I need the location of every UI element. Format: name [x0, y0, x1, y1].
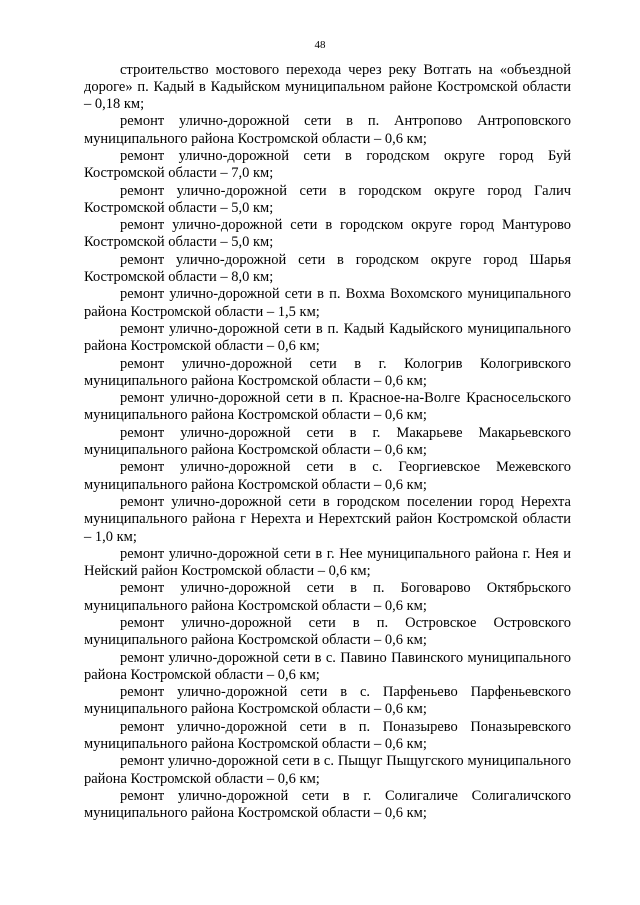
paragraph-galich: ремонт улично-дорожной сети в городском округе город Галич Костромской области – 5,0 км;	[84, 182, 571, 216]
paragraph-antropovo: ремонт улично-дорожной сети в п. Антропово Антроповского муниципального района Костромской области – 0,6 км;	[84, 113, 571, 147]
body-text	[84, 62, 571, 823]
paragraph-manturovo: ремонт улично-дорожной сети в городском округе город Мантурово Костромской области – 5,0 км;	[84, 217, 571, 251]
paragraph-bui: ремонт улично-дорожной сети в городском округе город Буй Костромской области – 7,0 км;	[84, 147, 571, 182]
paragraph-sharya: ремонт улично-дорожной сети в городском округе город Шарья Костромской области – 8,0 км;	[84, 251, 571, 286]
page-number: 48	[314, 39, 326, 51]
paragraph-nerekhta: ремонт улично-дорожной сети в городском поселении город Нерехта муниципального района г Нерехта и Нерехтский район Костромской области – 1,0 км;	[84, 493, 571, 545]
paragraph-pyshchug: ремонт улично-дорожной сети в с. Пыщуг Пыщугского муниципального района Костромской области – 0,6 км;	[84, 753, 571, 787]
paragraph-bogovarovo: ремонт улично-дорожной сети в п. Боговарово Октябрьского муниципального района Костромской области – 0,6 км;	[84, 580, 571, 614]
paragraph-soligalich: ремонт улично-дорожной сети в г. Солигаличе Солигаличского муниципального района Костромской области – 0,6 км;	[84, 787, 571, 822]
paragraph-krasnoe-na-volge: ремонт улично-дорожной сети в п. Красное-на-Волге Красносельского муниципального района Костромской области – 0,6 км;	[84, 390, 571, 424]
paragraph-parfenyevo: ремонт улично-дорожной сети в с. Парфеньево Парфеньевского муниципального района Костромской области – 0,6 км;	[84, 684, 571, 718]
paragraph-kologriv: ремонт улично-дорожной сети в г. Кологрив Кологривского муниципального района Костромской области – 0,6 км;	[84, 355, 571, 389]
paragraph-georgievskoe: ремонт улично-дорожной сети в с. Георгиевское Межевского муниципального района Костромской области – 0,6 км;	[84, 459, 571, 493]
paragraph-bridge-kadyi: строительство мостового перехода через реку Вотгать на «объездной дороге» п. Кадый в Кадыйском муниципальном районе Костромской области – 0,18 км;	[84, 61, 571, 113]
paragraph-makaryev: ремонт улично-дорожной сети в г. Макарьеве Макарьевского муниципального района Костромской области – 0,6 км;	[84, 424, 571, 459]
paragraph-vokhma: ремонт улично-дорожной сети в п. Вохма Вохомского муниципального района Костромской области – 1,5 км;	[84, 286, 571, 320]
paragraph-kadyi: ремонт улично-дорожной сети в п. Кадый Кадыйского муниципального района Костромской области – 0,6 км;	[84, 320, 571, 355]
paragraph-ponazyrevo: ремонт улично-дорожной сети в п. Поназырево Поназыревского муниципального района Костромской области – 0,6 км;	[84, 718, 571, 753]
paragraph-neya: ремонт улично-дорожной сети в г. Нее муниципального района г. Нея и Нейский район Костромской области – 0,6 км;	[84, 545, 571, 580]
paragraph-ostrovskoe: ремонт улично-дорожной сети в п. Островское Островского муниципального района Костромской области – 0,6 км;	[84, 615, 571, 649]
paragraph-pavino: ремонт улично-дорожной сети в с. Павино Павинского муниципального района Костромской области – 0,6 км;	[84, 649, 571, 683]
